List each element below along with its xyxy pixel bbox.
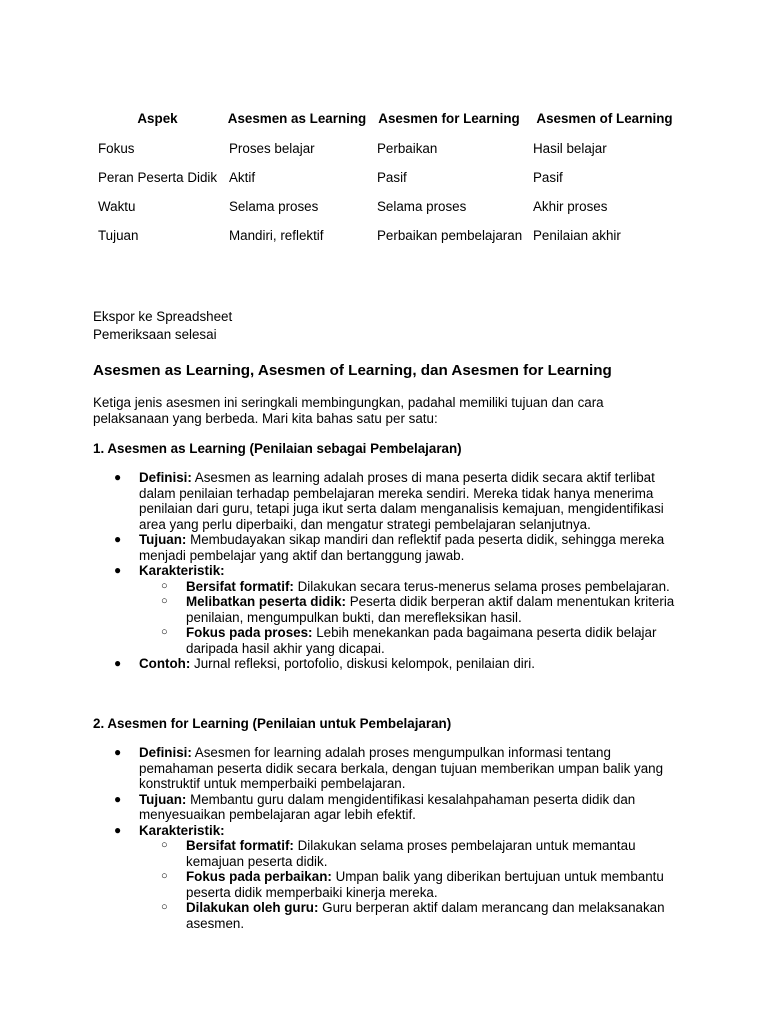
sub-list-item: [161, 838, 679, 869]
table-cell: Proses belajar: [229, 140, 315, 156]
bullet-icon: ●: [114, 470, 122, 484]
item-label: Bersifat formatif:: [186, 578, 294, 594]
item-text: Membudayakan sikap mandiri dan reflektif pada peserta didik, sehingga mereka menjadi pembelajar yang aktif dan bertanggung jawab.: [139, 532, 665, 563]
table-cell: Fokus: [98, 140, 135, 156]
sub-bullet-list: [139, 579, 679, 657]
list-item: [114, 470, 679, 532]
item-label: Definisi:: [139, 745, 192, 760]
table-row: [92, 227, 682, 256]
section-bullet-list: [114, 470, 679, 672]
item-label: Karakteristik:: [139, 822, 225, 838]
item-label: Fokus pada perbaikan:: [186, 869, 332, 884]
bullet-icon: ●: [114, 822, 122, 837]
item-label: Dilakukan oleh guru:: [186, 900, 319, 915]
bullet-icon: ●: [114, 532, 122, 546]
item-text: Dilakukan selama proses pembelajaran untuk memantau kemajuan peserta didik.: [186, 838, 636, 869]
table-header-cell: Asesmen of Learning: [536, 111, 673, 126]
item-text: Membantu guru dalam mengidentifikasi kesalahpahaman peserta didik dan menyesuaikan pembelajaran agar lebih efektif.: [139, 791, 636, 822]
table-header-cell: Asesmen for Learning: [378, 111, 520, 126]
intro-paragraph: Ketiga jenis asesmen ini seringkali membingungkan, padahal memiliki tujuan dan cara pelaksanaan yang berbeda. Mari kita bahas satu per satu:: [93, 395, 604, 426]
item-text: Umpan balik yang diberikan bertujuan untuk membantu peserta didik memperbaiki kinerja mereka.: [186, 869, 664, 900]
item-text: Asesmen for learning adalah proses mengumpulkan informasi tentang pemahaman peserta didik secara berkala, dengan tujuan memberikan umpan balik yang konstruktif untuk memperbaiki pembelajaran.: [139, 745, 664, 791]
table-cell: Penilaian akhir: [533, 227, 621, 243]
circle-bullet-icon: ○: [161, 870, 168, 882]
bullet-icon: ●: [114, 791, 122, 806]
page-title: Asesmen as Learning, Asesmen of Learning, dan Asesmen for Learning: [93, 362, 612, 379]
item-label: Melibatkan peserta didik:: [186, 594, 346, 609]
table-row: [92, 169, 682, 198]
list-item: [114, 822, 679, 932]
item-text: Guru berperan aktif dalam merancang dan melaksanakan asesmen.: [186, 900, 665, 931]
list-item: [114, 745, 679, 792]
comparison-table: [92, 110, 682, 256]
section-heading: 2. Asesmen for Learning (Penilaian untuk Pembelajaran): [93, 716, 452, 731]
table-cell: Mandiri, reflektif: [229, 227, 324, 243]
table-cell: Selama proses: [377, 198, 467, 214]
section-bullet-list: [114, 745, 679, 931]
table-cell: Waktu: [98, 198, 136, 214]
list-item: [114, 656, 679, 672]
sub-list-item: [161, 594, 679, 625]
table-row: [92, 140, 682, 169]
table-cell: Aktif: [229, 169, 256, 185]
item-text: Dilakukan secara terus-menerus selama proses pembelajaran.: [293, 578, 670, 594]
item-label: Bersifat formatif:: [186, 838, 294, 853]
export-to-spreadsheet-link[interactable]: Ekspor ke Spreadsheet: [93, 309, 233, 324]
table-header-cell: Asesmen as Learning: [227, 111, 367, 126]
list-item: [114, 563, 679, 656]
table-row: [92, 198, 682, 227]
bullet-icon: ●: [114, 745, 122, 759]
table-cell: Pasif: [533, 169, 563, 185]
table-cell: Hasil belajar: [533, 140, 607, 156]
item-label: Karakteristik:: [139, 563, 225, 578]
item-text: Lebih menekankan pada bagaimana peserta didik belajar daripada hasil akhir yang dicapai.: [186, 625, 657, 656]
list-item: [114, 791, 679, 823]
table-header-row: [92, 110, 682, 140]
item-label: Contoh:: [139, 656, 191, 671]
table-cell: Akhir proses: [533, 198, 608, 214]
item-label: Fokus pada proses:: [186, 625, 313, 640]
sub-list-item: [161, 578, 679, 595]
circle-bullet-icon: ○: [161, 595, 168, 607]
circle-bullet-icon: ○: [161, 839, 168, 851]
bullet-icon: ●: [114, 563, 122, 577]
check-complete-status: Pemeriksaan selesai: [93, 327, 217, 342]
table-cell: Perbaikan: [377, 140, 438, 156]
item-label: Tujuan:: [139, 532, 187, 547]
table-cell: Peran Peserta Didik: [98, 169, 218, 185]
circle-bullet-icon: ○: [161, 901, 168, 913]
item-label: Tujuan:: [139, 791, 187, 807]
table-cell: Tujuan: [98, 227, 139, 243]
table-cell: Selama proses: [229, 198, 319, 214]
table-header-cell: Aspek: [137, 111, 178, 126]
sub-list-item: [161, 625, 679, 656]
sub-bullet-list: [139, 838, 679, 931]
bullet-icon: ●: [114, 656, 122, 670]
table-cell: Perbaikan pembelajaran: [377, 227, 523, 243]
sub-list-item: [161, 869, 679, 900]
item-text: Peserta didik berperan aktif dalam menentukan kriteria penilaian, mengumpulkan bukti, dan merefleksikan hasil.: [186, 594, 675, 625]
list-item: [114, 532, 679, 563]
table-cell: Pasif: [377, 169, 407, 185]
sub-list-item: [161, 900, 679, 931]
circle-bullet-icon: ○: [161, 626, 168, 638]
item-label: Definisi:: [139, 470, 192, 485]
item-text: Jurnal refleksi, portofolio, diskusi kelompok, penilaian diri.: [190, 656, 535, 671]
circle-bullet-icon: ○: [161, 579, 168, 592]
section-heading: 1. Asesmen as Learning (Penilaian sebagai Pembelajaran): [93, 441, 462, 456]
item-text: Asesmen as learning adalah proses di mana peserta didik secara aktif terlibat dalam penilaian terhadap pembelajaran mereka sendiri. Mereka tidak hanya menerima penilaian dari guru, tetapi juga ikut serta dalam menganalisis kemajuan, mengidentifikasi area yang perlu diperbaiki, dan mengatur strategi pembelajaran selanjutnya.: [139, 470, 664, 532]
